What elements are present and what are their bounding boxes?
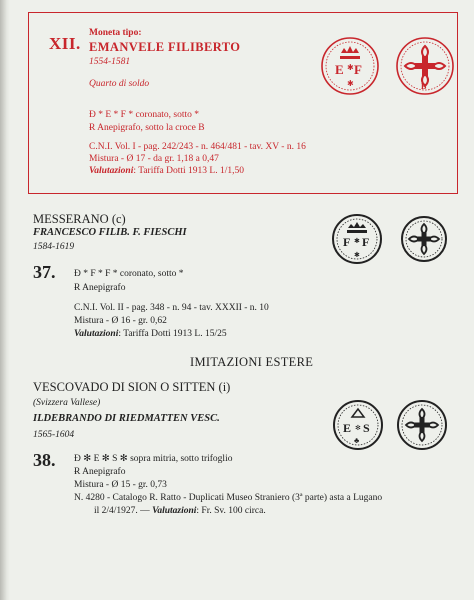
entry-xii-box	[28, 12, 458, 194]
svg-text:✱: ✱	[347, 63, 354, 72]
sion-note-line2: il 2/4/1927. — Valutazioni: Fr. Sv. 100 circa.	[94, 506, 266, 516]
svg-text:♣: ♣	[354, 436, 360, 445]
svg-text:✱: ✱	[354, 251, 360, 259]
sion-dates: 1565-1604	[33, 430, 75, 440]
entry-xii-dates: 1554-1581	[89, 57, 131, 67]
entry-xii-denomination: Quarto di soldo	[89, 79, 150, 89]
entry-xii-number: XII.	[49, 34, 81, 53]
entry-xii-ruler: EMANVELE FILIBERTO	[89, 40, 241, 54]
svg-text:E: E	[335, 62, 344, 77]
sion-ruler: ILDEBRANDO DI RIEDMATTEN VESC.	[33, 413, 220, 424]
svg-text:✱: ✱	[354, 237, 360, 245]
svg-text:B: B	[421, 82, 427, 91]
sion-region: (Svizzera Vallese)	[33, 398, 101, 408]
messerano-reverse: Ɍ Anepigrafo	[74, 283, 126, 293]
sion-reverse: Ɍ Anepigrafo	[74, 467, 126, 477]
svg-text:S: S	[363, 421, 370, 435]
entry-xii-type-label: Moneta tipo:	[89, 28, 142, 38]
messerano-metal: Mistura - Ø 16 - gr. 0,62	[74, 316, 167, 326]
messerano-valuation: Valutazioni: Tariffa Dotti 1913 L. 15/25	[74, 329, 227, 339]
sion-entry-number: 38.	[33, 450, 56, 470]
coin-37-reverse-image	[400, 215, 448, 263]
messerano-dates: 1584-1619	[33, 242, 75, 252]
entry-xii-metal: Mistura - Ø 17 - da gr. 1,18 a 0,47	[89, 154, 219, 164]
svg-text:✱: ✱	[347, 79, 354, 88]
coin-38-reverse-image	[396, 399, 448, 451]
messerano-cni: C.N.I. Vol. II - pag. 348 - n. 94 - tav. XXXII - n. 10	[74, 303, 269, 313]
entry-xii-cni: C.N.I. Vol. I - pag. 242/243 - n. 464/481 - tav. XV - n. 16	[89, 142, 306, 152]
sion-note-line1: N. 4280 - Catalogo R. Ratto - Duplicati Museo Straniero (3ª parte) asta a Lugano	[74, 493, 383, 503]
messerano-place: MESSERANO (c)	[33, 212, 126, 226]
svg-text:F: F	[354, 62, 362, 77]
svg-text:✻: ✻	[355, 424, 361, 432]
sion-metal: Mistura - Ø 15 - gr. 0,73	[74, 480, 167, 490]
coin-xii-obverse-image	[320, 36, 380, 96]
coin-38-obverse-image	[332, 399, 384, 451]
coin-37-obverse-image	[331, 213, 383, 265]
sion-obverse: Ɖ ✻ E ✻ S ✻ sopra mitria, sotto trifoglio	[74, 454, 233, 464]
section-title: IMITAZIONI ESTERE	[190, 355, 314, 369]
entry-xii-valuation: Valutazioni: Tariffa Dotti 1913 L. 1/1,50	[89, 166, 244, 176]
svg-text:F: F	[362, 235, 370, 249]
messerano-ruler: FRANCESCO FILIB. F. FIESCHI	[33, 227, 187, 238]
messerano-entry-number: 37.	[33, 262, 56, 282]
coin-xii-reverse-image	[395, 36, 455, 96]
page-fold-shadow	[0, 0, 10, 600]
svg-text:F: F	[343, 235, 351, 249]
svg-text:E: E	[343, 421, 352, 435]
messerano-obverse: Ɖ * F * F * coronato, sotto *	[74, 269, 184, 279]
sion-place: VESCOVADO DI SION O SITTEN (i)	[33, 380, 231, 394]
entry-xii-obverse: Ɖ * E * F * coronato, sotto *	[89, 110, 200, 120]
entry-xii-reverse: Ɍ Anepigrafo, sotto la croce B	[89, 123, 205, 133]
